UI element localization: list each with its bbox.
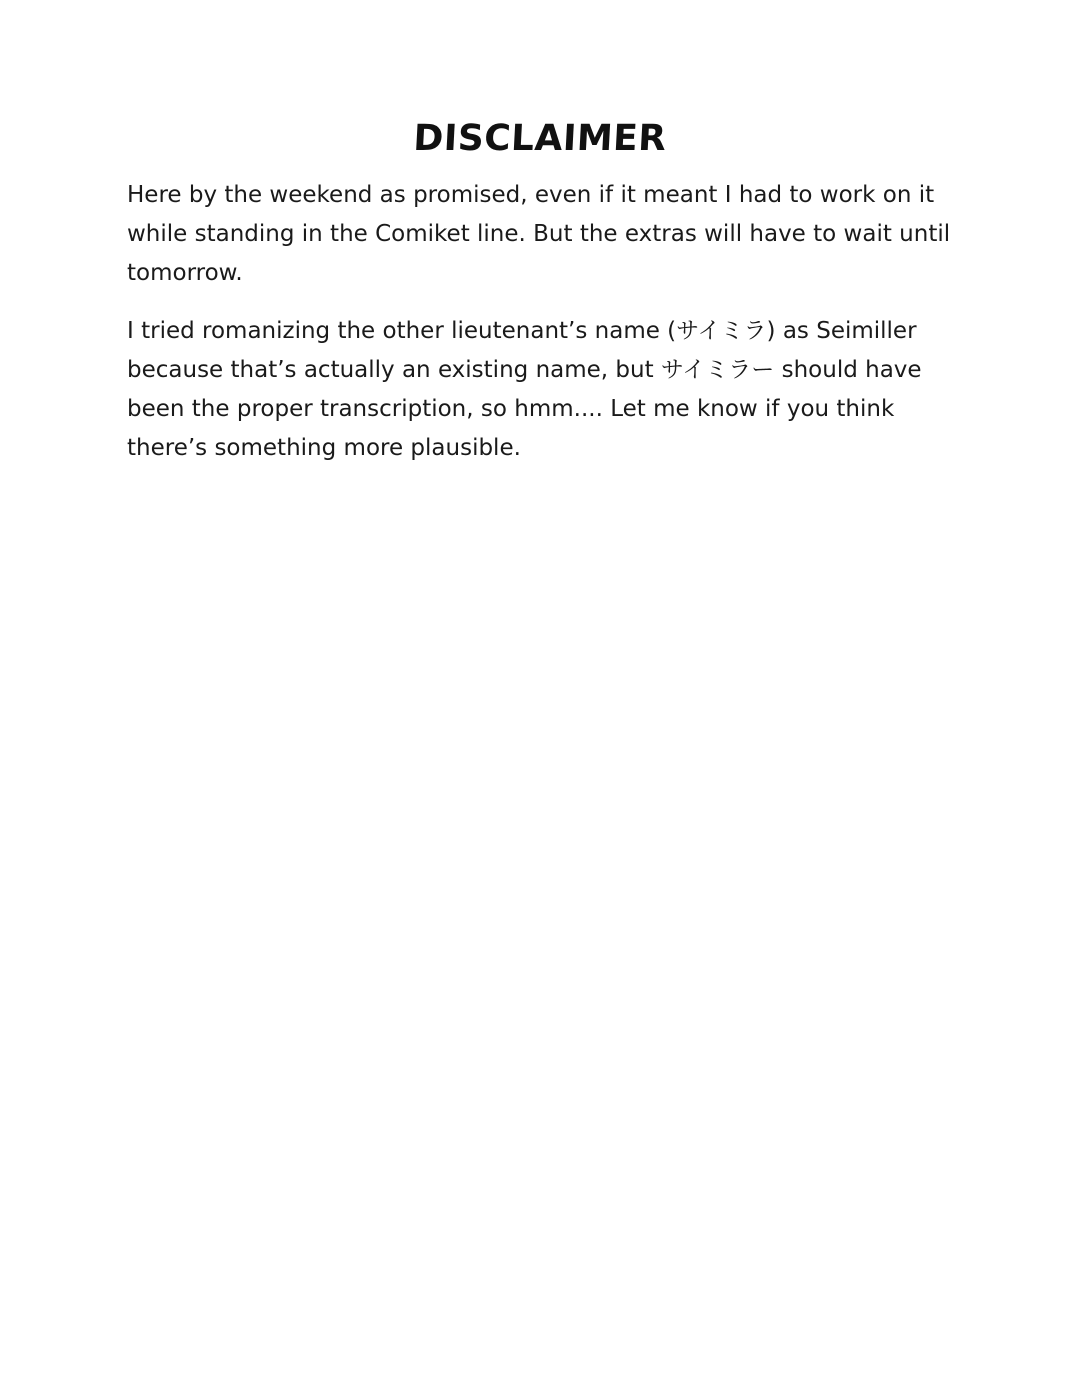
page-title: DISCLAIMER bbox=[412, 118, 668, 159]
paragraph-2: I tried romanizing the other lieutenant’s name (サイミラ) as Seimiller because that’s actually an existing name, but サイミラー should have been the proper transcription, so hmm.... Let me know if you think there’s something more plausible. bbox=[127, 318, 922, 461]
paragraph-1: Here by the weekend as promised, even if it meant I had to work on it while standing in the Comiket line. But the extras will have to wait until tomorrow. bbox=[127, 182, 951, 286]
document-body bbox=[127, 176, 967, 487]
